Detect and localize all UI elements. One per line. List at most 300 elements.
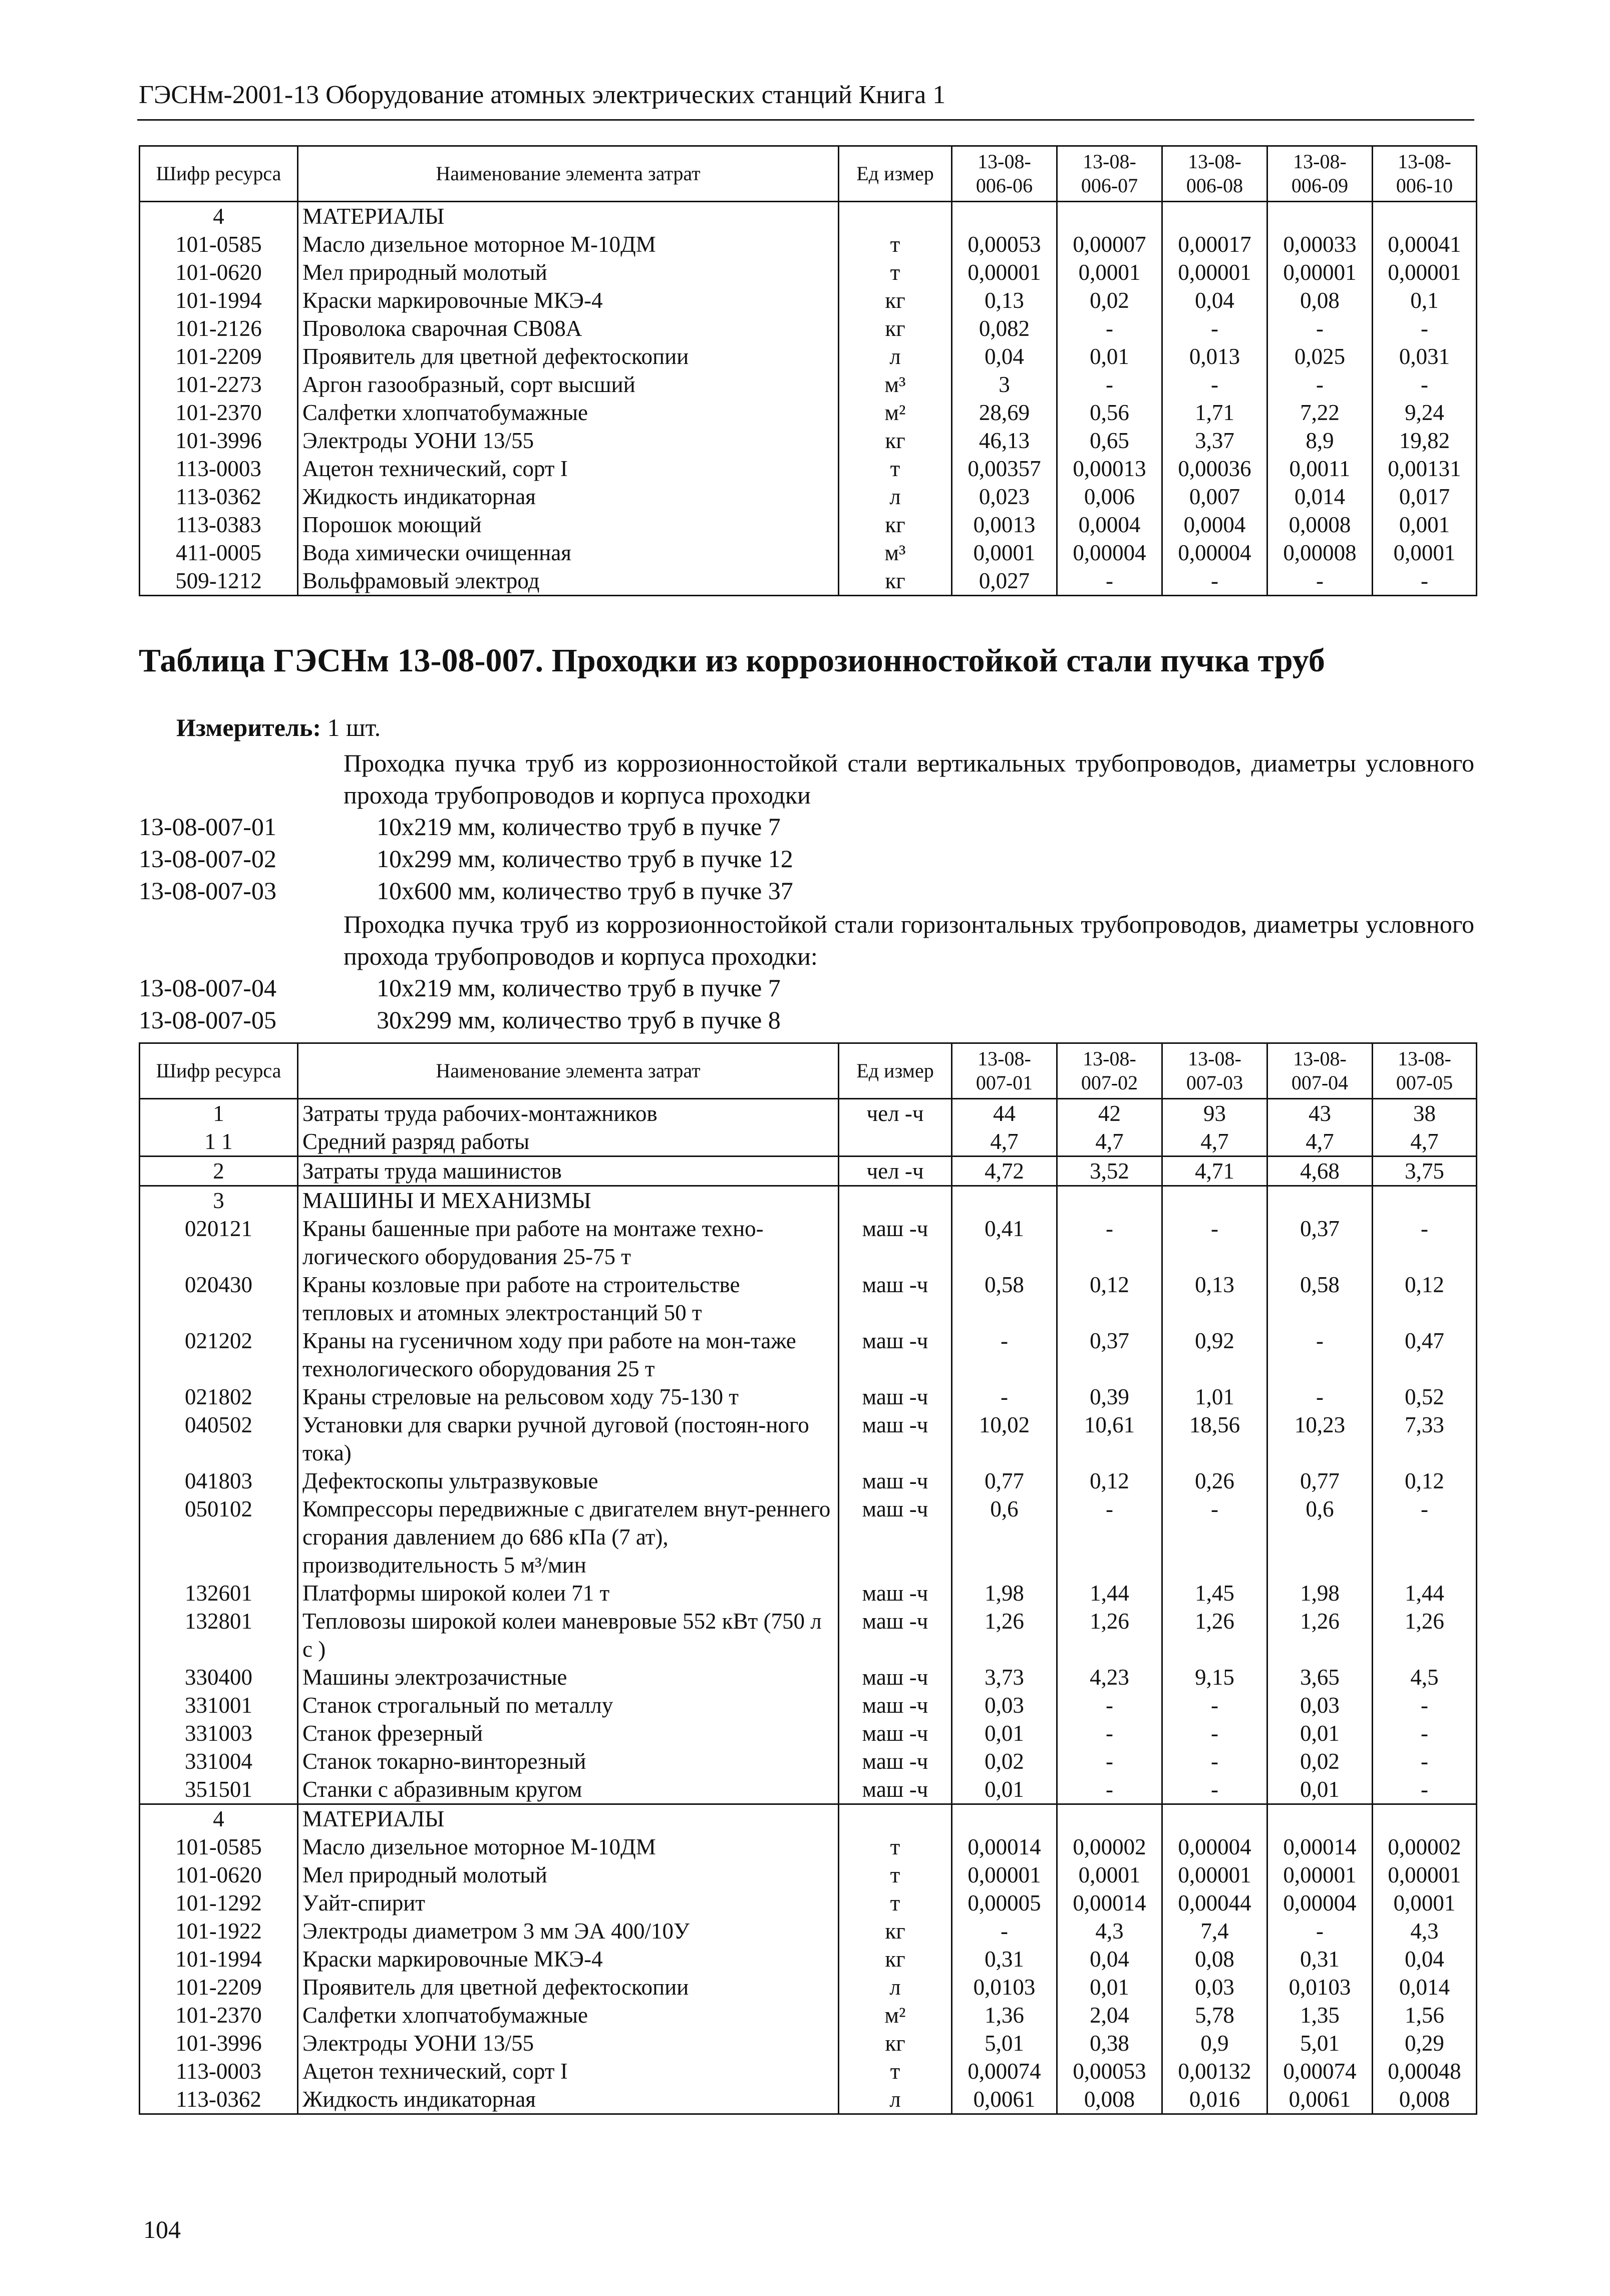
resource-unit: кг <box>839 511 952 539</box>
resource-value: 0,00004 <box>1162 539 1267 567</box>
header-code: Шифр ресурса <box>140 146 298 202</box>
resource-value: 1,26 <box>1162 1607 1267 1663</box>
resource-value: 1,98 <box>1267 1579 1373 1607</box>
resource-value: 0,6 <box>952 1495 1057 1579</box>
resource-value: - <box>1057 1747 1162 1775</box>
page-number: 104 <box>143 2215 181 2243</box>
resource-unit: т <box>839 258 952 286</box>
resource-value: 0,65 <box>1057 427 1162 455</box>
table-row <box>140 455 1477 483</box>
resource-name: Электроды УОНИ 13/55 <box>298 2029 839 2057</box>
resource-value <box>1267 1804 1373 1833</box>
resource-code: 330400 <box>140 1663 298 1691</box>
item-code: 13-08-007-03 <box>139 877 276 905</box>
resource-code: 101-2370 <box>140 399 298 427</box>
resource-value: 0,027 <box>952 567 1057 596</box>
header-col: 13-08- 007-01 <box>952 1043 1057 1099</box>
resource-value: 0,38 <box>1057 2029 1162 2057</box>
header-unit: Ед измер <box>839 146 952 202</box>
resource-unit <box>839 1127 952 1157</box>
resource-value: 19,82 <box>1373 427 1477 455</box>
resource-value: 1,56 <box>1373 2001 1477 2029</box>
resource-value: - <box>1162 1719 1267 1747</box>
resource-name: Установки для сварки ручной дуговой (постоян-ного тока) <box>298 1411 839 1467</box>
resource-value: 0,77 <box>952 1467 1057 1495</box>
resource-value: 1,26 <box>1267 1607 1373 1663</box>
resource-code: 101-0620 <box>140 1861 298 1889</box>
resource-code: 2 <box>140 1157 298 1186</box>
resource-table-006 <box>139 145 1477 596</box>
resource-value: 0,13 <box>1162 1271 1267 1327</box>
resource-value: 0,014 <box>1373 1973 1477 2001</box>
header-col: 13-08- 006-09 <box>1267 146 1373 202</box>
resource-unit: т <box>839 2057 952 2085</box>
resource-value: 1,98 <box>952 1579 1057 1607</box>
table-row <box>140 370 1477 399</box>
resource-unit: м² <box>839 2001 952 2029</box>
resource-value: 0,41 <box>952 1215 1057 1271</box>
resource-name: Машины электрозачистные <box>298 1663 839 1691</box>
resource-code: 331004 <box>140 1747 298 1775</box>
resource-value: 93 <box>1162 1099 1267 1128</box>
resource-value: 0,00007 <box>1057 230 1162 258</box>
resource-value: 0,025 <box>1267 342 1373 370</box>
resource-value: - <box>952 1327 1057 1383</box>
resource-value: 4,5 <box>1373 1663 1477 1691</box>
resource-value: 0,013 <box>1162 342 1267 370</box>
resource-value: 0,01 <box>952 1719 1057 1747</box>
resource-code: 040502 <box>140 1411 298 1467</box>
resource-value: 0,04 <box>952 342 1057 370</box>
resource-name: МАТЕРИАЛЫ <box>298 202 839 231</box>
resource-unit: маш -ч <box>839 1663 952 1691</box>
resource-unit: кг <box>839 567 952 596</box>
resource-value: 4,23 <box>1057 1663 1162 1691</box>
resource-value: 0,00005 <box>952 1889 1057 1917</box>
header-col: 13-08- 006-08 <box>1162 146 1267 202</box>
resource-value: 0,00044 <box>1162 1889 1267 1917</box>
resource-unit: чел -ч <box>839 1099 952 1128</box>
resource-name: Краски маркировочные МКЭ-4 <box>298 1945 839 1973</box>
resource-code: 101-0585 <box>140 1833 298 1861</box>
resource-value: 0,00074 <box>1267 2057 1373 2085</box>
resource-value: 0,02 <box>1057 286 1162 314</box>
resource-code: 331001 <box>140 1691 298 1719</box>
resource-value: 0,12 <box>1373 1467 1477 1495</box>
table-row <box>140 1973 1477 2001</box>
table-row <box>140 567 1477 596</box>
table-row <box>140 1917 1477 1945</box>
resource-unit: кг <box>839 427 952 455</box>
table-row <box>140 1411 1477 1467</box>
resource-value: 5,01 <box>952 2029 1057 2057</box>
header-col: 13-08- 007-02 <box>1057 1043 1162 1099</box>
resource-value: 1,26 <box>952 1607 1057 1663</box>
resource-code: 020121 <box>140 1215 298 1271</box>
resource-name: Жидкость индикаторная <box>298 483 839 511</box>
resource-value: 0,008 <box>1057 2085 1162 2114</box>
item-text: 10х219 мм, количество труб в пучке 7 <box>377 974 781 1002</box>
resource-code: 021202 <box>140 1327 298 1383</box>
resource-value: 0,04 <box>1162 286 1267 314</box>
resource-value: 0,12 <box>1057 1271 1162 1327</box>
resource-unit: маш -ч <box>839 1495 952 1579</box>
resource-unit: т <box>839 1833 952 1861</box>
resource-value: 0,0011 <box>1267 455 1373 483</box>
header-name: Наименование элемента затрат <box>298 146 839 202</box>
resource-name: Мел природный молотый <box>298 1861 839 1889</box>
resource-value: 0,00002 <box>1057 1833 1162 1861</box>
resource-code: 020430 <box>140 1271 298 1327</box>
resource-value <box>1162 1804 1267 1833</box>
table-row <box>140 1861 1477 1889</box>
resource-value: 0,01 <box>952 1775 1057 1804</box>
resource-value: 0,0001 <box>952 539 1057 567</box>
resource-name: Компрессоры передвижные с двигателем внут-реннего сгорания давлением до 686 кПа (7 ат), производительность 5 м³/мин <box>298 1495 839 1579</box>
resource-value: - <box>1057 1719 1162 1747</box>
resource-value: 46,13 <box>952 427 1057 455</box>
resource-name: Краны стреловые на рельсовом ходу 75-130 т <box>298 1383 839 1411</box>
item-text: 30х299 мм, количество труб в пучке 8 <box>377 1006 781 1034</box>
resource-code: 113-0003 <box>140 2057 298 2085</box>
resource-value: 0,08 <box>1162 1945 1267 1973</box>
meter-line <box>176 713 381 742</box>
resource-code: 021802 <box>140 1383 298 1411</box>
resource-value: 0,03 <box>1162 1973 1267 2001</box>
resource-name: Станок фрезерный <box>298 1719 839 1747</box>
resource-value: - <box>1267 1327 1373 1383</box>
resource-code: 4 <box>140 1804 298 1833</box>
resource-code: 101-2273 <box>140 370 298 399</box>
resource-unit: л <box>839 342 952 370</box>
resource-value: - <box>1162 1775 1267 1804</box>
resource-code: 101-1994 <box>140 1945 298 1973</box>
resource-value: 0,00357 <box>952 455 1057 483</box>
table-row <box>140 1215 1477 1271</box>
resource-name: Средний разряд работы <box>298 1127 839 1157</box>
resource-value <box>952 1804 1057 1833</box>
resource-value: 0,0001 <box>1373 1889 1477 1917</box>
header-col: 13-08- 007-05 <box>1373 1043 1477 1099</box>
resource-value: 0,0001 <box>1057 1861 1162 1889</box>
resource-value: 38 <box>1373 1099 1477 1128</box>
item-code: 13-08-007-02 <box>139 845 276 873</box>
table-body <box>140 202 1477 596</box>
table-row <box>140 1157 1477 1186</box>
resource-name: Краны башенные при работе на монтаже техно-логического оборудования 25-75 т <box>298 1215 839 1271</box>
resource-value: 44 <box>952 1099 1057 1128</box>
resource-value <box>1162 1186 1267 1215</box>
resource-value: 0,31 <box>952 1945 1057 1973</box>
resource-unit: л <box>839 1973 952 2001</box>
table-row <box>140 1579 1477 1607</box>
resource-value: - <box>1162 1747 1267 1775</box>
resource-value: 0,017 <box>1373 483 1477 511</box>
resource-value: 0,00014 <box>1267 1833 1373 1861</box>
resource-value: - <box>1267 370 1373 399</box>
resource-value: - <box>1162 370 1267 399</box>
resource-unit: чел -ч <box>839 1157 952 1186</box>
resource-value: 0,007 <box>1162 483 1267 511</box>
resource-value: 0,04 <box>1373 1945 1477 1973</box>
header-col: 13-08- 006-10 <box>1373 146 1477 202</box>
resource-value: 0,02 <box>952 1747 1057 1775</box>
resource-code: 101-2370 <box>140 2001 298 2029</box>
resource-value: 0,00036 <box>1162 455 1267 483</box>
table-row <box>140 342 1477 370</box>
resource-value: 4,7 <box>1162 1127 1267 1157</box>
resource-value <box>1057 1186 1162 1215</box>
resource-code: 101-2209 <box>140 1973 298 2001</box>
resource-value: 0,00132 <box>1162 2057 1267 2085</box>
resource-value: 3 <box>952 370 1057 399</box>
resource-name: Порошок моющий <box>298 511 839 539</box>
resource-name: Проявитель для цветной дефектоскопии <box>298 342 839 370</box>
header-col: 13-08- 007-03 <box>1162 1043 1267 1099</box>
resource-value: - <box>1373 1691 1477 1719</box>
resource-unit: маш -ч <box>839 1747 952 1775</box>
resource-value: 4,3 <box>1057 1917 1162 1945</box>
resource-unit: маш -ч <box>839 1383 952 1411</box>
resource-value: 0,52 <box>1373 1383 1477 1411</box>
table-row <box>140 483 1477 511</box>
section-row <box>140 1186 1477 1215</box>
resource-value: 5,78 <box>1162 2001 1267 2029</box>
resource-unit: л <box>839 2085 952 2114</box>
resource-value: 0,56 <box>1057 399 1162 427</box>
resource-value: 3,75 <box>1373 1157 1477 1186</box>
resource-name: Электроды УОНИ 13/55 <box>298 427 839 455</box>
resource-value <box>1267 1186 1373 1215</box>
resource-value: 0,00074 <box>952 2057 1057 2085</box>
resource-value: 0,0013 <box>952 511 1057 539</box>
resource-value: - <box>1057 1691 1162 1719</box>
resource-value: 0,014 <box>1267 483 1373 511</box>
resource-value: 28,69 <box>952 399 1057 427</box>
table-row <box>140 230 1477 258</box>
header-unit: Ед измер <box>839 1043 952 1099</box>
resource-value: 18,56 <box>1162 1411 1267 1467</box>
resource-value: 0,00001 <box>1162 258 1267 286</box>
resource-value: - <box>1267 567 1373 596</box>
resource-unit: маш -ч <box>839 1467 952 1495</box>
resource-value: 0,00048 <box>1373 2057 1477 2085</box>
resource-unit: кг <box>839 286 952 314</box>
resource-unit: кг <box>839 1917 952 1945</box>
resource-value: 3,73 <box>952 1663 1057 1691</box>
resource-value: 0,00131 <box>1373 455 1477 483</box>
table-row <box>140 1775 1477 1804</box>
table-row <box>140 1495 1477 1579</box>
item-text: 10х600 мм, количество труб в пучке 37 <box>377 877 793 905</box>
resource-value: - <box>1373 370 1477 399</box>
table-row <box>140 2057 1477 2085</box>
resource-value: 1,44 <box>1373 1579 1477 1607</box>
resource-value: - <box>1162 567 1267 596</box>
resource-value: - <box>1162 1691 1267 1719</box>
resource-name: Жидкость индикаторная <box>298 2085 839 2114</box>
resource-name: Дефектоскопы ультразвуковые <box>298 1467 839 1495</box>
resource-unit <box>839 1186 952 1215</box>
resource-value: 0,47 <box>1373 1327 1477 1383</box>
resource-unit: маш -ч <box>839 1327 952 1383</box>
resource-value: 0,00001 <box>1267 1861 1373 1889</box>
resource-value: 1,01 <box>1162 1383 1267 1411</box>
resource-code: 331003 <box>140 1719 298 1747</box>
resource-code: 3 <box>140 1186 298 1215</box>
item-code: 13-08-007-05 <box>139 1006 276 1034</box>
resource-name: Салфетки хлопчатобумажные <box>298 2001 839 2029</box>
resource-value: 0,01 <box>1267 1775 1373 1804</box>
resource-name: МАТЕРИАЛЫ <box>298 1804 839 1833</box>
resource-value: 0,0061 <box>1267 2085 1373 2114</box>
header-col: 13-08- 006-06 <box>952 146 1057 202</box>
resource-value: 0,92 <box>1162 1327 1267 1383</box>
resource-value: 42 <box>1057 1099 1162 1128</box>
resource-value <box>1057 1804 1162 1833</box>
resource-value: - <box>1373 567 1477 596</box>
resource-value: 3,37 <box>1162 427 1267 455</box>
resource-code: 113-0362 <box>140 2085 298 2114</box>
resource-code: 113-0003 <box>140 455 298 483</box>
resource-code: 041803 <box>140 1467 298 1495</box>
resource-name: Вода химически очищенная <box>298 539 839 567</box>
resource-value <box>1373 1804 1477 1833</box>
resource-value: 0,04 <box>1057 1945 1162 1973</box>
table-row <box>140 1663 1477 1691</box>
resource-name: Салфетки хлопчатобумажные <box>298 399 839 427</box>
resource-unit: кг <box>839 314 952 342</box>
resource-value: 4,7 <box>952 1127 1057 1157</box>
header-name: Наименование элемента затрат <box>298 1043 839 1099</box>
resource-name: Ацетон технический, сорт I <box>298 455 839 483</box>
resource-value: 0,00002 <box>1373 1833 1477 1861</box>
resource-value: 0,0004 <box>1162 511 1267 539</box>
resource-value: - <box>1373 1775 1477 1804</box>
resource-code: 1 1 <box>140 1127 298 1157</box>
resource-code: 050102 <box>140 1495 298 1579</box>
resource-value: 0,03 <box>1267 1691 1373 1719</box>
resource-value: 0,008 <box>1373 2085 1477 2114</box>
resource-value: 0,00014 <box>1057 1889 1162 1917</box>
meter-value: 1 шт. <box>327 713 381 741</box>
resource-name: Аргон газообразный, сорт высший <box>298 370 839 399</box>
resource-code: 101-3996 <box>140 427 298 455</box>
resource-value: - <box>1162 314 1267 342</box>
resource-name: Электроды диаметром 3 мм ЭА 400/10У <box>298 1917 839 1945</box>
item-text: 10х299 мм, количество труб в пучке 12 <box>377 845 793 873</box>
resource-code: 411-0005 <box>140 539 298 567</box>
resource-value: 1,45 <box>1162 1579 1267 1607</box>
resource-unit: кг <box>839 2029 952 2057</box>
resource-value: 0,00001 <box>1162 1861 1267 1889</box>
resource-value: - <box>1267 1917 1373 1945</box>
resource-value: 0,00017 <box>1162 230 1267 258</box>
resource-value: 0,00001 <box>1373 258 1477 286</box>
table-header-row <box>140 1043 1477 1099</box>
table-row <box>140 286 1477 314</box>
resource-value: 0,0001 <box>1057 258 1162 286</box>
resource-name: Масло дизельное моторное М-10ДМ <box>298 1833 839 1861</box>
table-row <box>140 1467 1477 1495</box>
resource-code: 101-1922 <box>140 1917 298 1945</box>
table-row <box>140 2029 1477 2057</box>
resource-value: 0,37 <box>1057 1327 1162 1383</box>
resource-value: - <box>952 1917 1057 1945</box>
resource-code: 113-0383 <box>140 511 298 539</box>
resource-value: - <box>1373 1495 1477 1579</box>
resource-value: 0,016 <box>1162 2085 1267 2114</box>
header-code: Шифр ресурса <box>140 1043 298 1099</box>
resource-value: 0,58 <box>1267 1271 1373 1327</box>
resource-name: Проявитель для цветной дефектоскопии <box>298 1973 839 2001</box>
resource-value: 0,6 <box>1267 1495 1373 1579</box>
table-row <box>140 427 1477 455</box>
resource-code: 132801 <box>140 1607 298 1663</box>
resource-code: 101-2126 <box>140 314 298 342</box>
table-row <box>140 1747 1477 1775</box>
resource-unit: м³ <box>839 370 952 399</box>
resource-value: - <box>952 1383 1057 1411</box>
resource-value: 0,29 <box>1373 2029 1477 2057</box>
resource-code: 509-1212 <box>140 567 298 596</box>
resource-value: 0,12 <box>1373 1271 1477 1327</box>
resource-value <box>952 202 1057 231</box>
resource-value: 0,26 <box>1162 1467 1267 1495</box>
table-row <box>140 539 1477 567</box>
resource-value: 10,23 <box>1267 1411 1373 1467</box>
header-col: 13-08- 007-04 <box>1267 1043 1373 1099</box>
resource-code: 101-3996 <box>140 2029 298 2057</box>
resource-name: Станки с абразивным кругом <box>298 1775 839 1804</box>
resource-unit: маш -ч <box>839 1271 952 1327</box>
table-row <box>140 399 1477 427</box>
resource-value: 0,01 <box>1057 1973 1162 2001</box>
resource-name: Мел природный молотый <box>298 258 839 286</box>
resource-value: 7,4 <box>1162 1917 1267 1945</box>
resource-value: 3,65 <box>1267 1663 1373 1691</box>
resource-unit: м² <box>839 399 952 427</box>
resource-name: Проволока сварочная СВ08А <box>298 314 839 342</box>
resource-value: - <box>1162 1495 1267 1579</box>
resource-value: 4,71 <box>1162 1157 1267 1186</box>
resource-value: 1,36 <box>952 2001 1057 2029</box>
resource-value: - <box>1057 567 1162 596</box>
resource-value: 4,7 <box>1267 1127 1373 1157</box>
resource-value: 7,22 <box>1267 399 1373 427</box>
resource-code: 101-1994 <box>140 286 298 314</box>
resource-value: 0,37 <box>1267 1215 1373 1271</box>
table-row <box>140 314 1477 342</box>
resource-value: - <box>1373 1719 1477 1747</box>
resource-value: 0,0004 <box>1057 511 1162 539</box>
resource-value: 0,1 <box>1373 286 1477 314</box>
resource-unit: маш -ч <box>839 1411 952 1467</box>
resource-value <box>1373 1186 1477 1215</box>
item-code: 13-08-007-01 <box>139 813 276 841</box>
table-row <box>140 511 1477 539</box>
resource-value: 0,001 <box>1373 511 1477 539</box>
resource-value: 0,00001 <box>952 258 1057 286</box>
resource-value: 0,00004 <box>1267 1889 1373 1917</box>
resource-value: 0,0103 <box>952 1973 1057 2001</box>
section-row <box>140 202 1477 231</box>
resource-value: 0,00013 <box>1057 455 1162 483</box>
resource-value: 0,08 <box>1267 286 1373 314</box>
resource-name: Вольфрамовый электрод <box>298 567 839 596</box>
resource-value: 10,02 <box>952 1411 1057 1467</box>
table-row <box>140 1099 1477 1128</box>
